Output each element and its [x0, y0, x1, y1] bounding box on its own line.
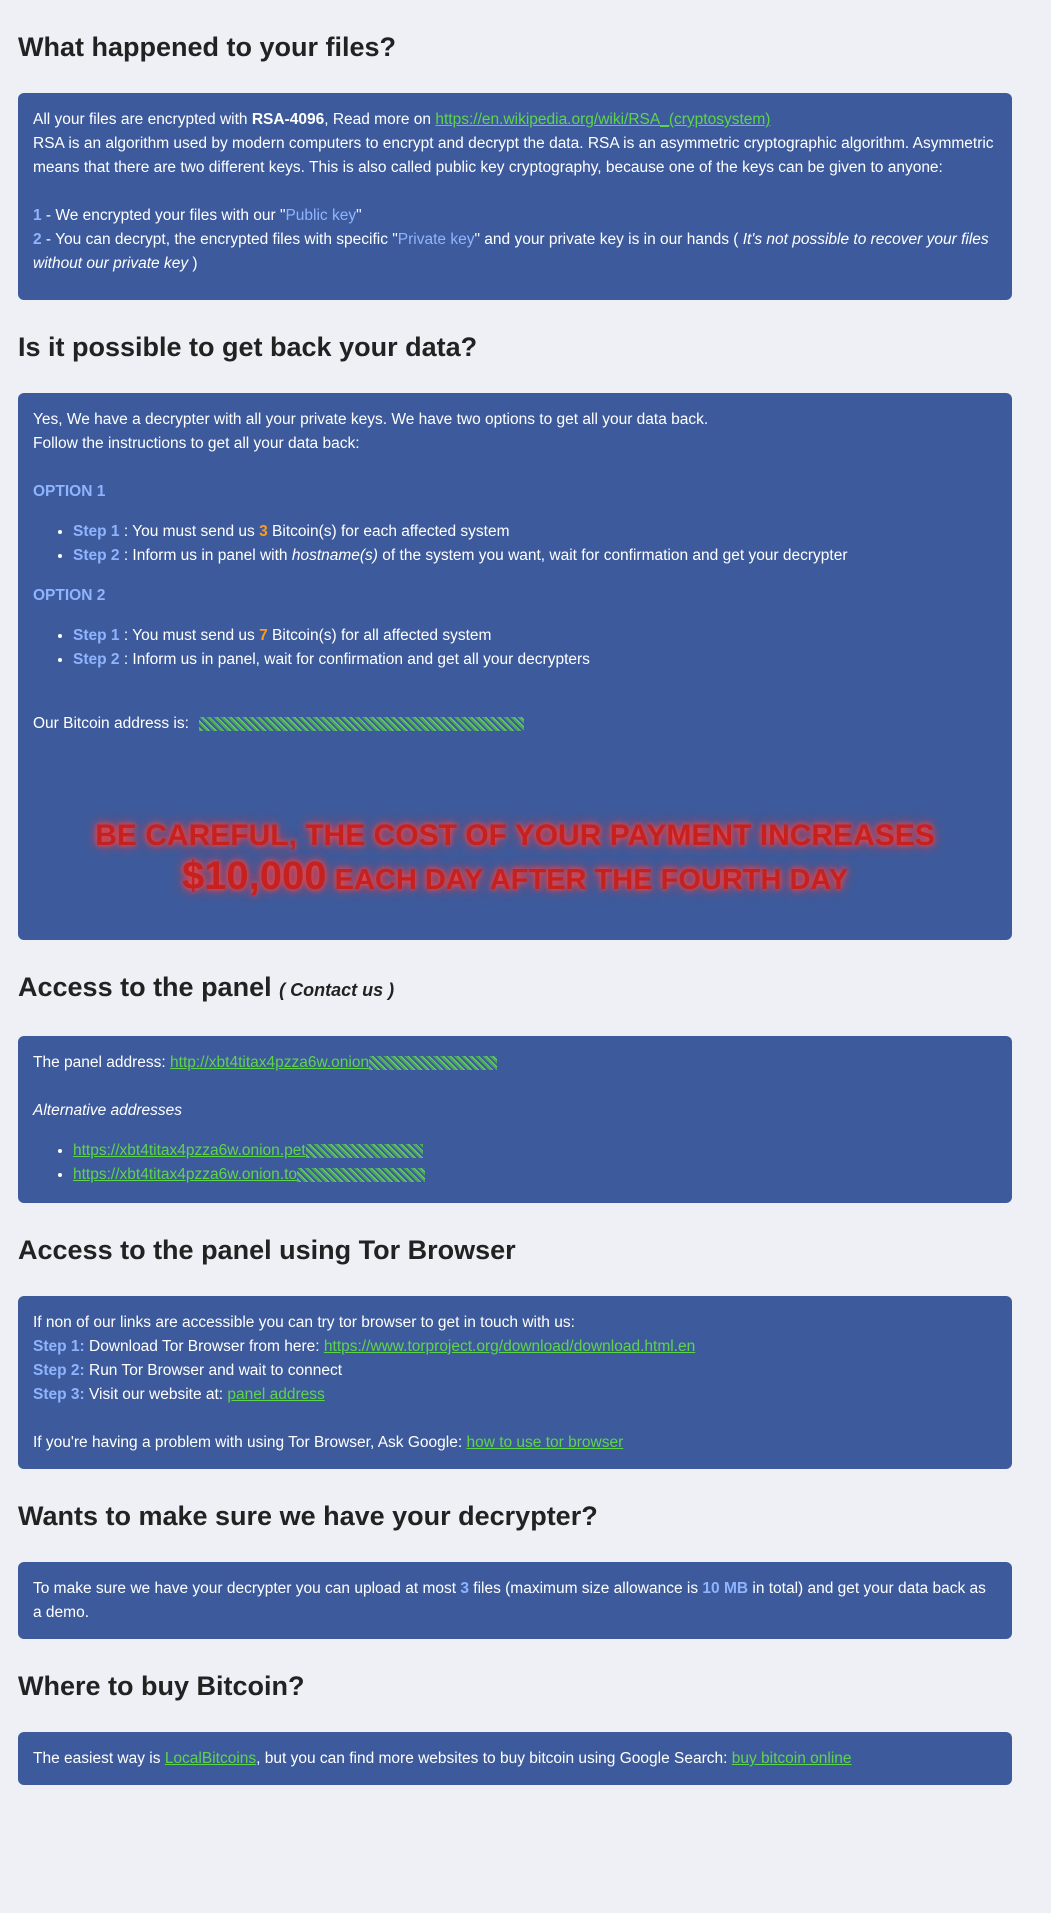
rsa-description: RSA is an algorithm used by modern computers to encrypt and decrypt the data. RSA is an asymmetric cryptographic algorithm. Asymmetric means that there are two different keys. This is also called public key cryptography, because one of the keys can be given to anyone: [33, 135, 994, 176]
box-tor-browser [18, 1296, 1012, 1469]
bitcoin-address-row: Our Bitcoin address is: [33, 712, 997, 736]
option1-step2: • Step 2 : Inform us in panel with hostname(s) of the system you want, wait for confirmation and get your decrypter [73, 544, 997, 568]
option1-step1: • Step 1 : You must send us 3 Bitcoin(s) for each affected system [73, 520, 997, 544]
buy-bitcoin-online-link[interactable]: buy bitcoin online [731, 1750, 852, 1767]
heading-get-back-data: Is it possible to get back your data? [18, 332, 478, 362]
alt-link-redacted-2 [297, 1168, 425, 1182]
option2-step2: • Step 2 : Inform us in panel, wait for confirmation and get all your decrypters [73, 648, 997, 672]
buy-bitcoin-text: The easiest way is LocalBitcoins, but you can find more websites to buy bitcoin using Google Search: buy bitcoin online [33, 1750, 852, 1767]
panel-link[interactable]: http://xbt4titax4pzza6w.onion [170, 1054, 370, 1071]
panel-link-redacted [369, 1056, 497, 1070]
tor-step3: Step 3: Visit our website at: panel address [33, 1386, 325, 1403]
box-make-sure [18, 1562, 1012, 1639]
heading-buy-bitcoin: Where to buy Bitcoin? [18, 1671, 305, 1701]
alt-address-link-2[interactable]: https://xbt4titax4pzza6w.onion.to [73, 1166, 298, 1183]
payment-warning [33, 816, 997, 900]
tor-step2: Step 2: Run Tor Browser and wait to connect [33, 1362, 343, 1379]
panel-address-link[interactable]: panel address [227, 1386, 325, 1403]
box-get-back-data [18, 393, 1012, 940]
box-what-happened [18, 93, 1012, 300]
alternative-addresses-title: Alternative addresses [33, 1102, 183, 1119]
item-private-key: 2 - You can decrypt, the encrypted files with specific "Private key" and your private key is in our hands ( It's not possible to recover your files without our private key ) [33, 231, 989, 272]
encryption-intro: All your files are encrypted with RSA-4096, Read more on https://en.wikipedia.org/wiki/RSA_(cryptosystem) [33, 111, 771, 128]
option2-title: OPTION 2 [33, 587, 106, 604]
alt-link-redacted-1 [306, 1144, 423, 1158]
instructions-intro: Follow the instructions to get all your data back: [33, 435, 360, 452]
option2-steps [33, 624, 997, 672]
item-public-key: 1 - We encrypted your files with our "Public key" [33, 207, 362, 224]
alt-address-item [73, 1139, 997, 1163]
decrypter-intro: Yes, We have a decrypter with all your private keys. We have two options to get all your data back. [33, 411, 709, 428]
contact-us-label: ( Contact us ) [279, 980, 395, 1000]
panel-address-row: The panel address: http://xbt4titax4pzza6w.onion [33, 1051, 997, 1075]
heading-access-panel: Access to the panel ( Contact us ) [18, 972, 395, 1002]
alternative-addresses-list [33, 1139, 997, 1187]
alt-address-link-1[interactable]: https://xbt4titax4pzza6w.onion.pet [73, 1142, 306, 1159]
warning-line1: BE CAREFUL, THE COST OF YOUR PAYMENT INCREASES [95, 819, 935, 852]
alt-address-item [73, 1163, 997, 1187]
localbitcoins-link[interactable]: LocalBitcoins [164, 1750, 257, 1767]
tor-download-link[interactable]: https://www.torproject.org/download/download.html.en [323, 1338, 696, 1355]
how-to-use-tor-link[interactable]: how to use tor browser [466, 1434, 624, 1451]
box-access-panel [18, 1036, 1012, 1203]
warning-line2: $10,000 EACH DAY AFTER THE FOURTH DAY [181, 854, 849, 898]
heading-what-happened: What happened to your files? [18, 32, 397, 62]
rsa-label: RSA-4096 [251, 111, 325, 128]
box-buy-bitcoin [18, 1732, 1012, 1785]
heading-make-sure: Wants to make sure we have your decrypter? [18, 1501, 598, 1531]
option1-steps [33, 520, 997, 568]
bitcoin-address-redacted [199, 717, 524, 731]
tor-intro: If non of our links are accessible you can try tor browser to get in touch with us: [33, 1314, 575, 1331]
wikipedia-link[interactable]: https://en.wikipedia.org/wiki/RSA_(cryptosystem) [435, 111, 771, 128]
option1-title: OPTION 1 [33, 483, 106, 500]
demo-text: To make sure we have your decrypter you can upload at most 3 files (maximum size allowance is 10 MB in total) and get your data back as a demo. [33, 1580, 986, 1621]
heading-tor-browser: Access to the panel using Tor Browser [18, 1235, 516, 1265]
tor-problem: If you're having a problem with using Tor Browser, Ask Google: how to use tor browser [33, 1434, 624, 1451]
option2-step1: • Step 1 : You must send us 7 Bitcoin(s) for all affected system [73, 624, 997, 648]
tor-step1: Step 1: Download Tor Browser from here: https://www.torproject.org/download/download.html.en [33, 1338, 696, 1355]
